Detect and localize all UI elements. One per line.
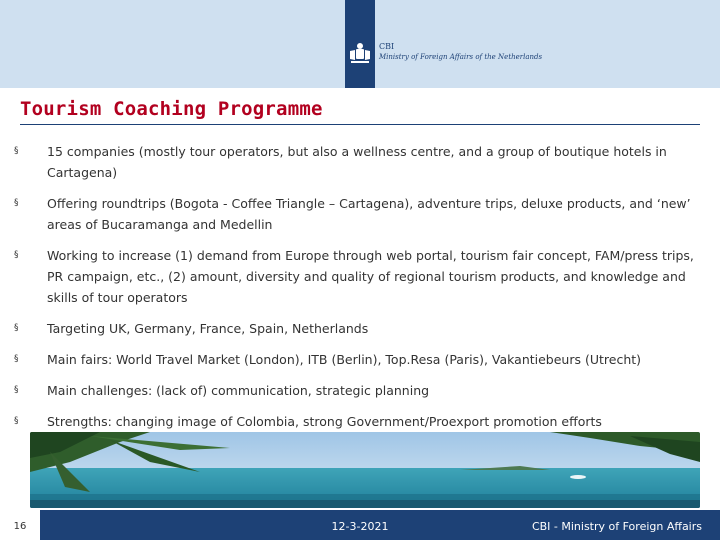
footer-org: CBI - Ministry of Foreign Affairs [531,520,702,533]
bullet-item [14,245,707,308]
page-number: 16 [0,510,40,540]
slide-title: Tourism Coaching Programme [20,98,323,120]
bullet-item [14,380,707,401]
bullet-item [14,318,707,339]
bullet-item [14,141,707,183]
bullet-marker: § [14,323,19,333]
bullet-text: Targeting UK, Germany, France, Spain, Netherlands [47,321,369,336]
bullet-text: Main challenges: (lack of) communication, strategic planning [47,383,430,398]
coat-of-arms-icon [347,40,373,66]
bullet-marker: § [14,354,19,364]
bullet-item [14,411,707,432]
org-logo-text [379,42,542,62]
bullet-text: Strengths: changing image of Colombia, strong Government/Proexport promotion efforts [47,414,602,429]
title-divider [20,124,700,125]
org-full-name: Ministry of Foreign Affairs of the Netherlands [379,53,543,61]
bullet-item [14,349,707,370]
bullet-item [14,193,707,235]
bullet-marker: § [14,416,19,426]
bullet-marker: § [14,146,19,156]
bullet-marker: § [14,198,19,208]
org-short-name: CBI [379,42,395,51]
footer-date: 12-3-2021 [331,520,389,533]
bullet-marker: § [14,385,19,395]
bullet-text: Main fairs: World Travel Market (London), ITB (Berlin), Top.Resa (Paris), Vakantiebeurs (Utrecht) [47,352,642,367]
bullet-marker: § [14,250,19,260]
beach-photo [30,432,700,508]
bullet-text: Offering roundtrips (Bogota - Coffee Triangle – Cartagena), adventure trips, deluxe products, and ‘new’ areas of Bucaramanga and Medellin [47,196,691,232]
bullet-text: 15 companies (mostly tour operators, but also a wellness centre, and a group of boutique hotels in Cartagena) [47,144,667,180]
bullet-text: Working to increase (1) demand from Europe through web portal, tourism fair concept, FAM/press trips, PR campaign, etc., (2) amount, diversity and quality of regional tourism products, and knowledge and skills of tour operators [47,248,694,305]
